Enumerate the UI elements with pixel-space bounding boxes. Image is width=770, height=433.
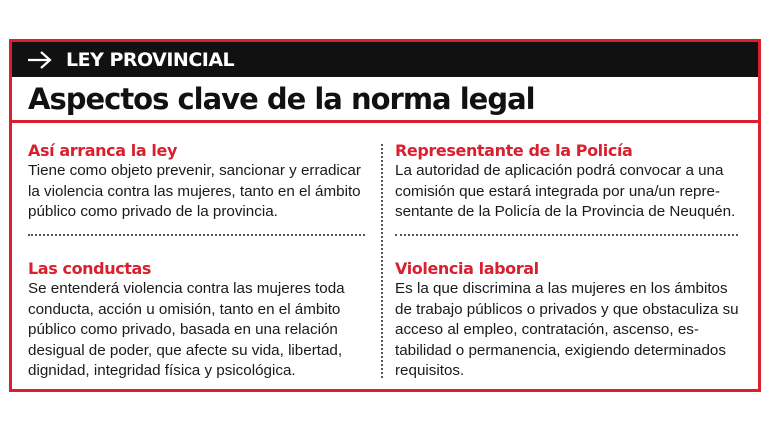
section-title: Violencia laboral	[395, 259, 539, 278]
section-asi-arranca	[28, 141, 373, 223]
section-title: Las conductas	[28, 259, 152, 278]
section-title: Representante de la Policía	[395, 141, 633, 160]
section-body: Es la que discrimina a las mujeres en los ámbitos de trabajo públicos o privados y que obstaculiza su acceso al empleo, contratación, ascenso, es-tabilidad o permanencia, exigiendo determinados requisitos.	[395, 280, 739, 379]
section-representante	[395, 141, 740, 223]
dotted-divider	[28, 234, 365, 236]
section-body: Se entenderá violencia contra las mujeres toda conducta, acción u omisión, tanto en el ámbito público como privado, basada en una relación desigual de poder, que afecte su vida, libertad, dignidad, integridad física y psicológica.	[28, 280, 345, 379]
section-title: Así arranca la ley	[28, 141, 177, 160]
headline	[12, 77, 758, 123]
section-violencia-laboral	[395, 259, 740, 382]
column-divider	[381, 144, 383, 378]
section-body: Tiene como objeto prevenir, sancionar y erradicar la violencia contra las mujeres, tanto en el ámbito público como privado de la provincia.	[28, 162, 361, 220]
section-kicker-bar	[12, 42, 758, 77]
dotted-divider	[395, 234, 738, 236]
arrow-right-icon	[26, 50, 54, 70]
section-conductas	[28, 259, 373, 382]
kicker-label: LEY PROVINCIAL	[66, 48, 235, 71]
page-title: Aspectos clave de la norma legal	[28, 81, 535, 116]
section-body: La autoridad de aplicación podrá convocar a una comisión que estará integrada por una/un repre-sentante de la Policía de la Provincia de Neuquén.	[395, 162, 736, 220]
